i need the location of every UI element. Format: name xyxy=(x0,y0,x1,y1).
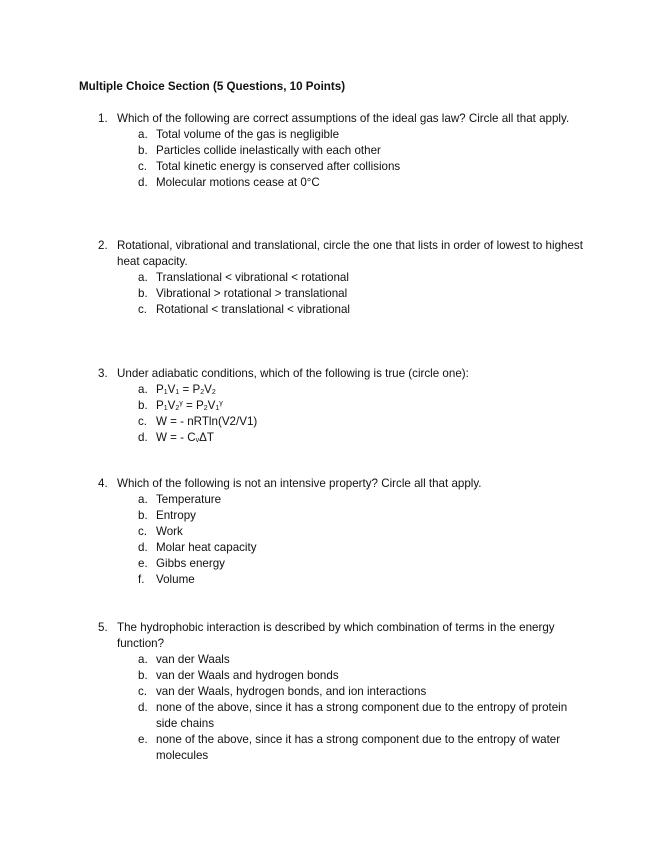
option-4a xyxy=(98,492,598,508)
option-text: Total kinetic energy is conserved after collisions xyxy=(156,160,401,173)
question-stem xyxy=(98,620,598,652)
eq-superscript: γ xyxy=(179,400,183,407)
option-1d xyxy=(98,175,598,191)
question-stem xyxy=(98,238,598,270)
option-1c xyxy=(98,159,598,175)
question-5 xyxy=(98,620,598,764)
option-text: W = - nRTln(V2/V1) xyxy=(156,415,258,428)
option-letter: e. xyxy=(138,733,148,746)
option-text: Temperature xyxy=(156,493,222,506)
question-stem xyxy=(98,476,598,492)
question-number: 1. xyxy=(98,112,108,125)
option-list xyxy=(98,127,598,191)
option-list xyxy=(98,382,598,446)
option-text: none of the above, since it has a strong component due to the entropy of protein side chains xyxy=(156,701,568,730)
option-letter: f. xyxy=(138,573,145,586)
option-letter: c. xyxy=(138,685,148,698)
option-3d xyxy=(98,430,598,446)
option-letter: a. xyxy=(138,653,148,666)
question-number: 3. xyxy=(98,367,108,380)
question-text: Rotational, vibrational and translational, circle the one that lists in order of lowest to highest heat capacity. xyxy=(117,239,583,268)
option-4b xyxy=(98,508,598,524)
eq-superscript: γ xyxy=(219,400,223,407)
option-text: Volume xyxy=(156,573,195,586)
option-text: Vibrational > rotational > translational xyxy=(156,287,348,300)
question-number: 4. xyxy=(98,477,108,490)
option-text: Translational < vibrational < rotational xyxy=(156,271,349,284)
option-letter: b. xyxy=(138,509,148,522)
option-text: none of the above, since it has a strong component due to the entropy of water molecules xyxy=(156,733,561,762)
eq-subscript: 2 xyxy=(175,405,180,412)
option-4d xyxy=(98,540,598,556)
option-list xyxy=(98,270,598,318)
question-text: Which of the following are correct assumptions of the ideal gas law? Circle all that apply. xyxy=(117,112,570,125)
option-text: van der Waals xyxy=(156,653,230,666)
option-text: Rotational < translational < vibrational xyxy=(156,303,350,316)
eq-symbol: V xyxy=(167,383,176,396)
option-letter: b. xyxy=(138,144,148,157)
option-2b xyxy=(98,286,598,302)
option-4e xyxy=(98,556,598,572)
option-text: Particles collide inelastically with each other xyxy=(156,144,381,157)
option-text: van der Waals and hydrogen bonds xyxy=(156,669,339,682)
option-list xyxy=(98,652,598,764)
option-text: Molecular motions cease at 0°C xyxy=(156,176,320,189)
eq-symbol: W = - C xyxy=(156,431,196,444)
eq-symbol: V xyxy=(167,399,176,412)
question-1 xyxy=(98,111,598,191)
option-5b xyxy=(98,668,598,684)
eq-subscript: 1 xyxy=(175,389,180,396)
eq-symbol: P xyxy=(156,383,164,396)
option-1b xyxy=(98,143,598,159)
option-letter: a. xyxy=(138,493,148,506)
option-letter: d. xyxy=(138,176,148,189)
option-text: Work xyxy=(156,525,183,538)
question-stem xyxy=(98,111,598,127)
option-letter: b. xyxy=(138,399,148,412)
option-letter: a. xyxy=(138,383,148,396)
option-letter: a. xyxy=(138,128,148,141)
eq-subscript: 1 xyxy=(215,405,220,412)
option-letter: c. xyxy=(138,415,148,428)
option-letter: d. xyxy=(138,701,148,714)
eq-symbol: ΔT xyxy=(199,431,214,444)
question-3 xyxy=(98,366,598,446)
equation-text xyxy=(156,398,591,414)
option-letter: c. xyxy=(138,303,148,316)
option-5c xyxy=(98,684,598,700)
question-number: 2. xyxy=(98,239,108,252)
eq-symbol: V xyxy=(204,383,212,396)
option-3c xyxy=(98,414,598,430)
option-text: Molar heat capacity xyxy=(156,541,257,554)
eq-symbol: = P xyxy=(182,399,204,412)
question-4 xyxy=(98,476,598,588)
option-4f xyxy=(98,572,598,588)
eq-symbol: = P xyxy=(179,383,201,396)
eq-subscript: 2 xyxy=(200,389,205,396)
question-text: The hydrophobic interaction is described by which combination of terms in the energy function? xyxy=(117,621,555,650)
option-1a xyxy=(98,127,598,143)
option-letter: b. xyxy=(138,669,148,682)
question-stem xyxy=(98,366,598,382)
option-3b xyxy=(98,398,598,414)
option-text: van der Waals, hydrogen bonds, and ion interactions xyxy=(156,685,427,698)
option-letter: b. xyxy=(138,287,148,300)
eq-subscript: 1 xyxy=(163,405,168,412)
option-5a xyxy=(98,652,598,668)
option-letter: c. xyxy=(138,160,148,173)
eq-symbol: P xyxy=(156,399,164,412)
eq-subscript: 2 xyxy=(203,405,208,412)
option-letter: e. xyxy=(138,557,148,570)
option-text: Entropy xyxy=(156,509,196,522)
option-letter: d. xyxy=(138,431,148,444)
equation-text xyxy=(156,430,591,446)
question-2 xyxy=(98,238,598,318)
option-2a xyxy=(98,270,598,286)
option-3a xyxy=(98,382,598,398)
eq-symbol: V xyxy=(207,399,216,412)
option-letter: c. xyxy=(138,525,148,538)
option-letter: a. xyxy=(138,271,148,284)
option-2c xyxy=(98,302,598,318)
section-title: Multiple Choice Section (5 Questions, 10 Points) xyxy=(79,80,346,93)
eq-subscript: v xyxy=(195,437,200,444)
option-letter: d. xyxy=(138,541,148,554)
option-5d xyxy=(98,700,598,732)
option-list xyxy=(98,492,598,588)
eq-subscript: 2 xyxy=(211,389,216,396)
question-text: Which of the following is not an intensive property? Circle all that apply. xyxy=(117,477,482,490)
eq-subscript: 1 xyxy=(163,389,168,396)
question-text: Under adiabatic conditions, which of the following is true (circle one): xyxy=(117,367,469,380)
option-text: Total volume of the gas is negligible xyxy=(156,128,340,141)
question-number: 5. xyxy=(98,621,108,634)
option-5e xyxy=(98,732,598,764)
equation-text xyxy=(156,382,591,398)
option-text: Gibbs energy xyxy=(156,557,225,570)
option-4c xyxy=(98,524,598,540)
